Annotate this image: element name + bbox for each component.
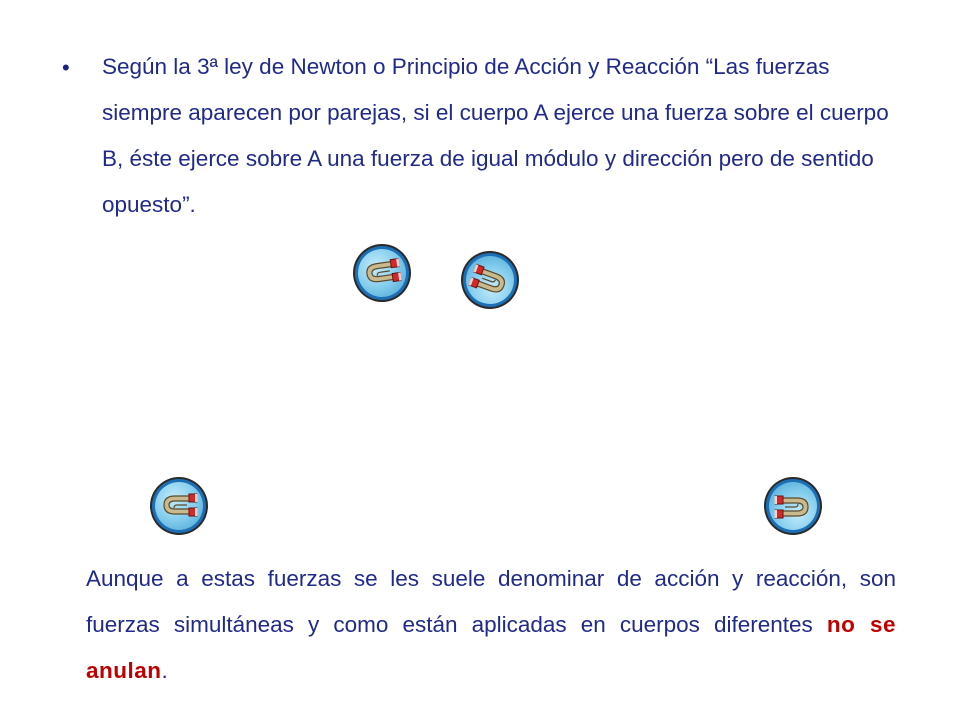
magnet-icon-graphic xyxy=(350,241,414,305)
magnet-icon xyxy=(761,474,825,538)
magnet-icon xyxy=(458,248,522,312)
magnet-icon xyxy=(147,474,211,538)
magnet-icon-graphic xyxy=(458,248,522,312)
magnet-icon-graphic xyxy=(147,474,211,538)
note-emphasis: no se anulan xyxy=(86,612,896,683)
bullet-paragraph xyxy=(62,44,902,228)
magnet-icon-graphic xyxy=(761,474,825,538)
action-reaction-note xyxy=(86,556,896,694)
note-period: . xyxy=(161,658,168,683)
magnet-icon xyxy=(350,241,414,305)
bullet-marker: • xyxy=(62,55,70,80)
note-text: Aunque a estas fuerzas se les suele denominar de acción y reacción, son fuerzas simultáneas y como están aplicadas en cuerpos diferentes xyxy=(86,566,896,637)
newton-third-law-text: Según la 3ª ley de Newton o Principio de Acción y Reacción “Las fuerzas siempre aparecen por parejas, si el cuerpo A ejerce una fuerza sobre el cuerpo B, éste ejerce sobre A una fuerza de igual módulo y dirección pero de sentido opuesto”. xyxy=(102,54,889,217)
